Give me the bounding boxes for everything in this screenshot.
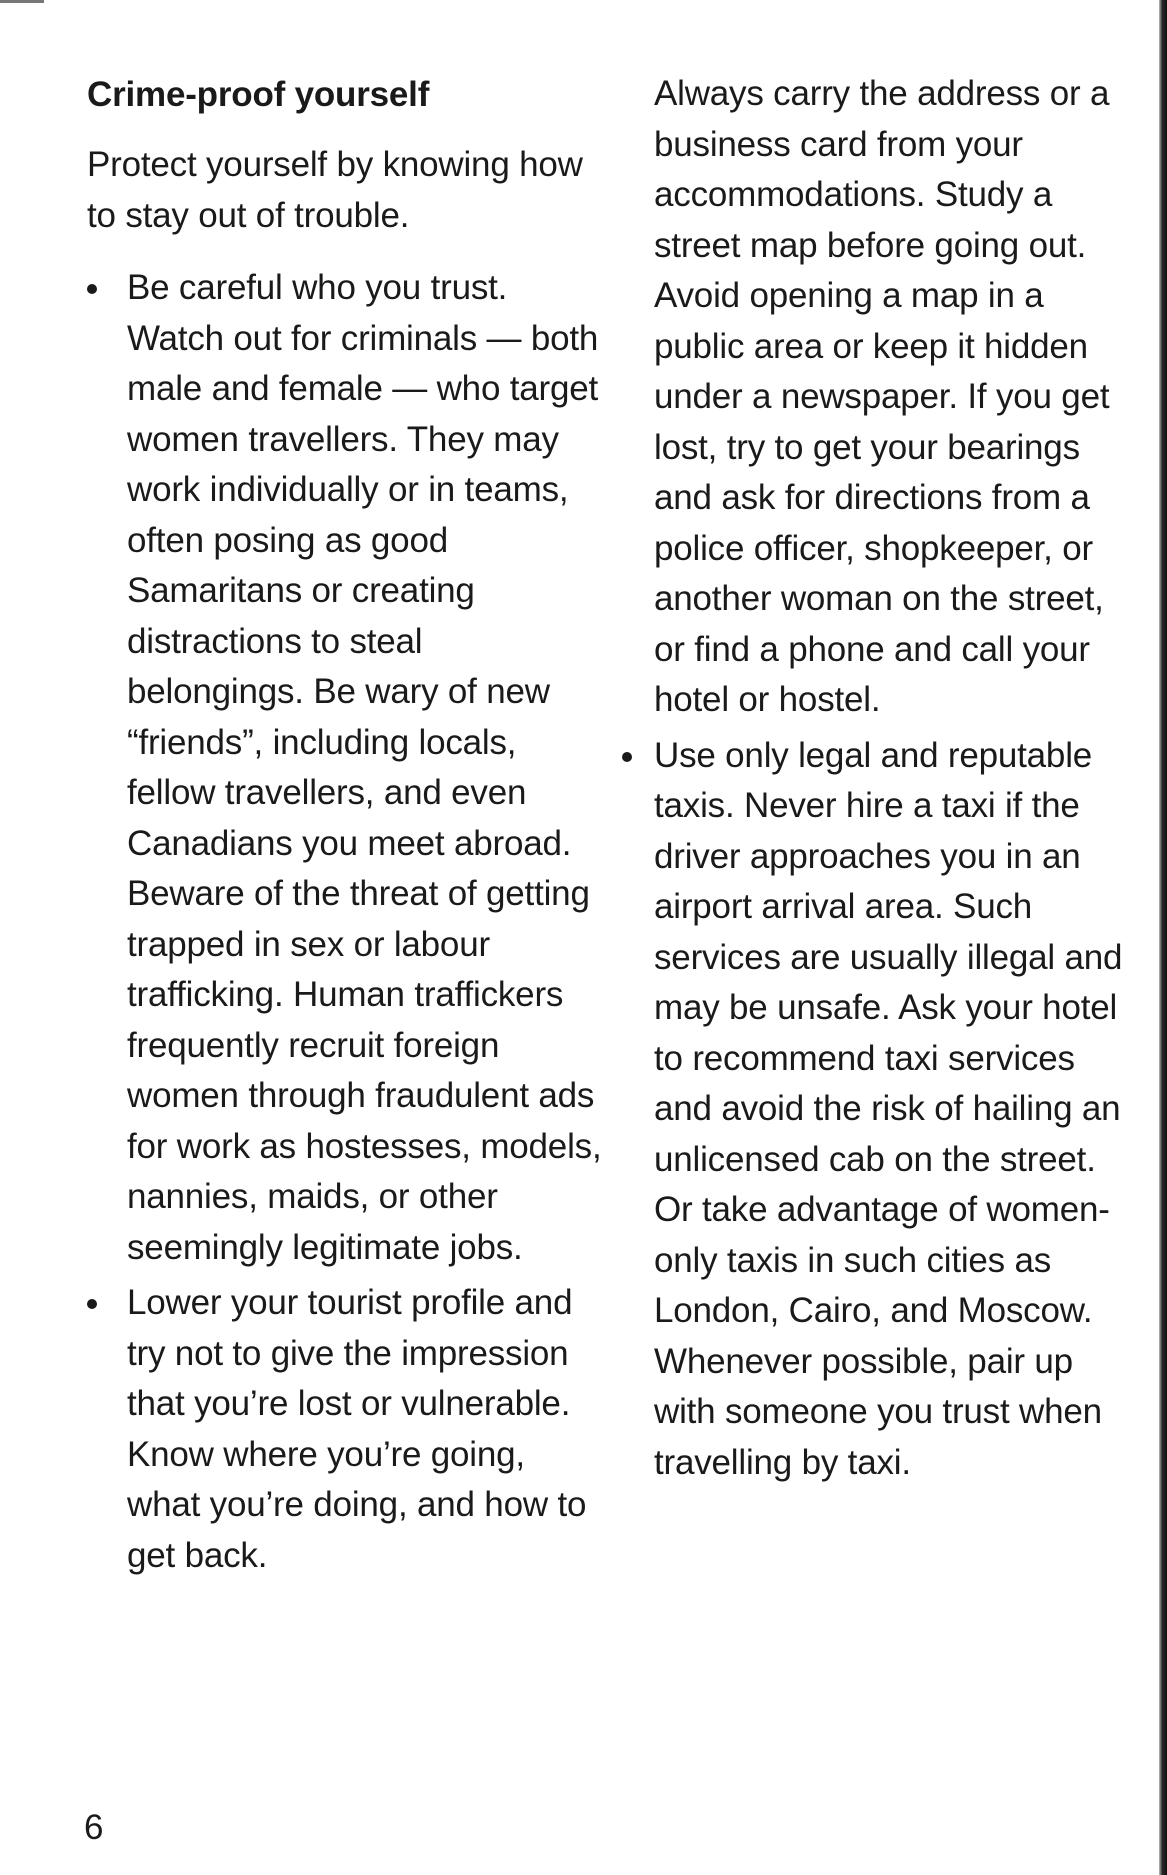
left-column — [87, 70, 607, 1586]
bullet-list-right — [654, 731, 1124, 1489]
bullet-text: Use only legal and reputable taxis. Never hire a taxi if the driver approaches you in an airport arrival area. Such services are usually illegal and may be unsafe. Ask your hotel to recommend taxi services and avoid the risk of hailing an unlicensed cab on the street. Or take advantage of women-only taxis in such cities as London, Cairo, and Moscow. Whenever possible, pair up with someone you trust when travelling by taxi. — [654, 735, 1123, 1482]
bullet-text: Be careful who you trust. Watch out for criminals — both male and female — who target women travellers. They may work individually or in teams, often posing as good Samaritans or creating distractions to steal belongings. Be wary of new “friends”, including locals, fellow travellers, and even Canadians you meet abroad. Beware of the threat of getting trapped in sex or labour trafficking. Human traffickers frequently recruit foreign women through fraudulent ads for work as hostesses, models, nannies, maids, or other seemingly legitimate jobs. — [127, 268, 602, 1267]
bullet-text: Lower your tourist profile and try not to give the impression that you’re lost or vulnerable. Know where you’re going, what you’re doing, and how to get back. — [127, 1283, 587, 1575]
intro-paragraph: Protect yourself by knowing how to stay out of trouble. — [87, 145, 583, 235]
bullet-icon — [87, 284, 97, 294]
page-number: 6 — [84, 1808, 104, 1847]
continued-paragraph: Always carry the address or a business card from your accommodations. Study a street map before going out. Avoid opening a map in a public area or keep it hidden under a newspaper. If you get lost, try to get your bearings and ask for directions from a police officer, shopkeeper, or another woman on the street, or find a phone and call your hotel or hostel. — [654, 74, 1110, 719]
bullet-item-trust — [87, 263, 607, 1273]
page-edge-shadow — [1159, 0, 1167, 1875]
section-heading: Crime-proof yourself — [87, 75, 430, 114]
bullet-item-tourist-profile — [87, 1278, 607, 1581]
bullet-list-left — [87, 263, 607, 1581]
bullet-item-taxis — [654, 731, 1124, 1489]
bullet-icon — [622, 752, 632, 762]
right-column — [654, 69, 1124, 1493]
scan-corner-mark — [0, 0, 44, 3]
bullet-icon — [87, 1299, 97, 1309]
